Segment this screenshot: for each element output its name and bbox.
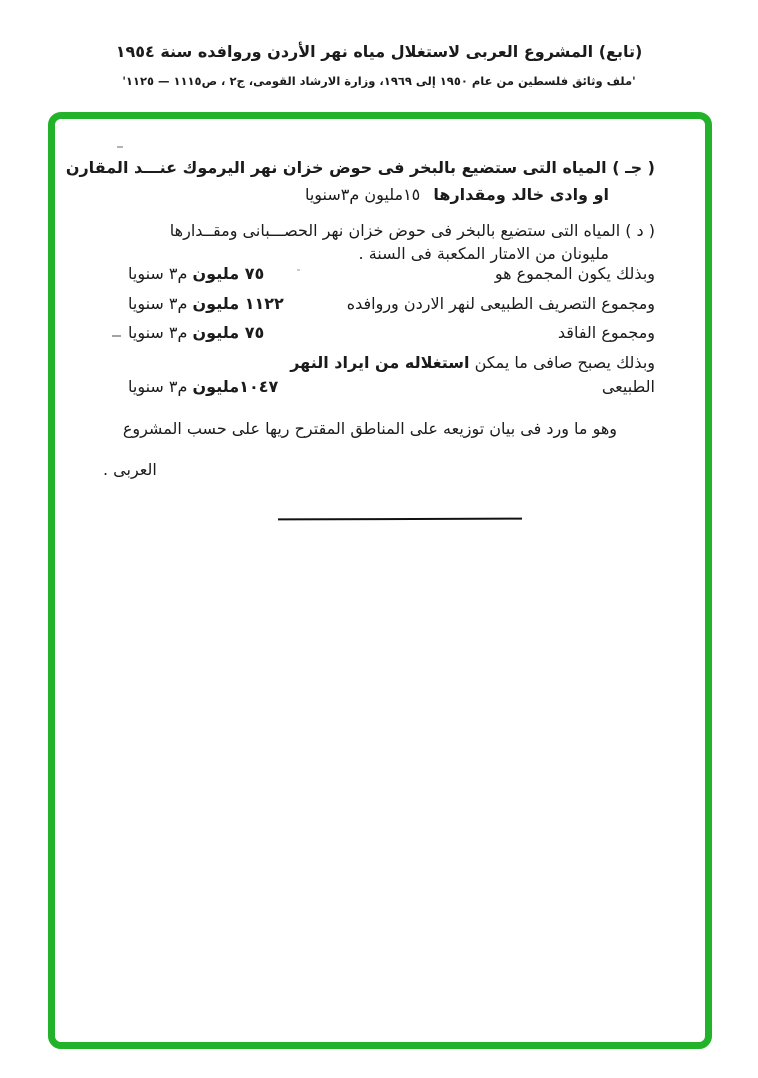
net-row (128, 377, 655, 396)
scan-speckle (117, 146, 123, 148)
net-line1 (128, 353, 655, 372)
net-line1-regular: وبذلك يصبح صافى ما يمكن (474, 353, 655, 372)
total-row-label: ومجموع الفاقد (557, 323, 655, 342)
total-row-amount: ٧٥ مليون (192, 264, 265, 283)
closing-line2: العربى . (103, 460, 157, 479)
total-row-unit: م٣ سنويا (128, 294, 188, 313)
total-row (128, 264, 655, 283)
section-divider-line (278, 518, 522, 521)
item-c-line1: ( جـ ) المياه التى ستضيع بالبخر فى حوض خزان نهر اليرموك عنـــد المقارن (65, 158, 655, 177)
total-row-value (128, 323, 264, 342)
total-row-label: وبذلك يكون المجموع هو (494, 264, 655, 283)
scan-speckle (297, 269, 300, 271)
closing-line1: وهو ما ورد فى بيان توزيعه على المناطق المقترح ريها على حسب المشروع (122, 419, 617, 438)
total-row (128, 323, 655, 342)
total-row-value (128, 294, 284, 313)
item-c-line2 (128, 185, 655, 204)
net-row-unit: م٣ سنويا (128, 377, 188, 396)
document-source-citation: 'ملف وثائق فلسطين من عام ١٩٥٠ إلى ١٩٦٩، وزارة الارشاد القومى، ج٢ ، ص١١١٥ — ١١٢٥' (122, 74, 636, 88)
item-d-line1: ( د ) المياه التى ستضيع بالبخر فى حوض خزان نهر الحصـــبانى ومقــدارها (169, 221, 655, 240)
green-highlight-frame (48, 112, 712, 1049)
item-c-line2-amount: ١٥مليون م٣سنويا (304, 185, 421, 204)
net-row-amount: ١٠٤٧مليون (192, 377, 279, 396)
total-row-amount: ١١٢٢ مليون (192, 294, 284, 313)
item-c-line2-text: او وادى خالد ومقدارها (433, 185, 609, 204)
total-row (128, 294, 655, 313)
net-line1-bold: استغلاله من ايراد النهر (290, 353, 470, 372)
total-row-unit: م٣ سنويا (128, 323, 188, 342)
item-d-line2: مليونان من الامتار المكعبة فى السنة . (358, 244, 609, 263)
scan-speckle (112, 335, 121, 337)
total-row-value (128, 264, 264, 283)
total-row-unit: م٣ سنويا (128, 264, 188, 283)
document-body (55, 119, 705, 1042)
total-row-amount: ٧٥ مليون (192, 323, 265, 342)
document-title: (تابع) المشروع العربى لاستغلال مياه نهر الأردن وروافده سنة ١٩٥٤ (115, 42, 643, 61)
net-row-label: الطبيعى (601, 377, 655, 396)
net-row-value (128, 377, 278, 396)
total-row-label: ومجموع التصريف الطبيعى لنهر الاردن وروافده (346, 294, 655, 313)
